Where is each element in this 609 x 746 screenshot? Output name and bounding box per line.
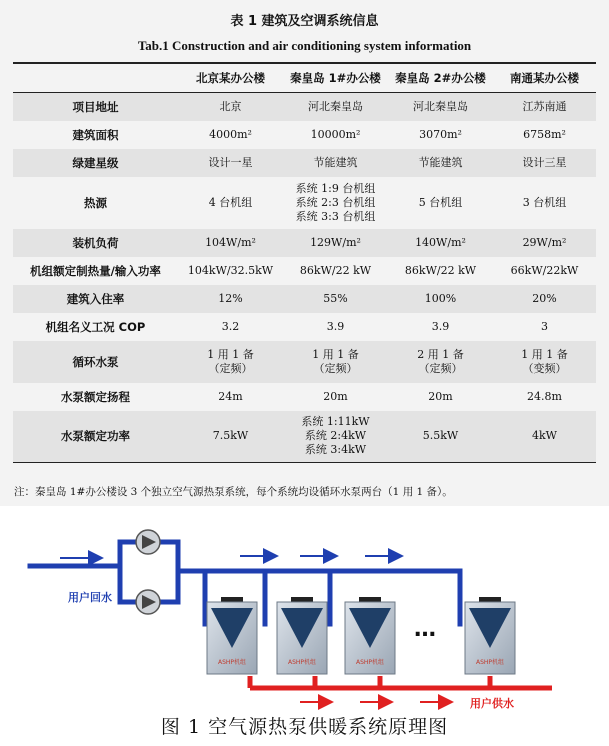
column-header: 南通某办公楼 (493, 63, 596, 93)
table-cell (178, 257, 283, 285)
row-label: 循环水泵 (72, 354, 119, 369)
return-label: 用户回水 (68, 591, 112, 604)
cell-text: 66kW/22kW (510, 263, 579, 277)
cell-text: 20% (532, 291, 557, 305)
cell-text: 系统 3:3 台机组 (295, 209, 376, 223)
cell-text: 55% (323, 291, 348, 305)
cell-text: 设计一星 (208, 155, 253, 169)
table-cell (283, 313, 388, 341)
cell-text: 6758m² (523, 127, 566, 141)
cell-text: 江苏南通 (522, 99, 567, 113)
row-label: 建筑入住率 (66, 291, 125, 306)
column-header (13, 63, 178, 93)
table-cell (178, 383, 283, 411)
cell-text: （定频） (313, 361, 358, 375)
unit-label: ASHP机组 (287, 659, 317, 666)
table-cell (388, 341, 493, 383)
cell-text: 系统 1:11kW (301, 415, 370, 429)
pump-icon (136, 590, 160, 614)
ashp-unit (465, 597, 515, 674)
row-label: 绿建星级 (72, 155, 119, 170)
table-cell (493, 121, 596, 149)
cell-text: 24m (218, 389, 243, 403)
table-cell (388, 93, 493, 121)
column-header: 秦皇岛 2#办公楼 (388, 63, 493, 93)
cell-text: 86kW/22 kW (299, 263, 372, 277)
cell-text: 104kW/32.5kW (187, 263, 274, 277)
table-cell (493, 411, 596, 463)
table-cell (283, 93, 388, 121)
table-cell (283, 383, 388, 411)
table-cell (388, 383, 493, 411)
table-row (13, 313, 596, 341)
table-cell (388, 149, 493, 177)
table-cell (283, 341, 388, 383)
row-label: 装机负荷 (72, 235, 119, 250)
table-cell (493, 177, 596, 229)
ashp-unit (277, 597, 327, 674)
cell-text: 河北秦皇岛 (413, 99, 468, 113)
cell-text: 系统 3:4kW (304, 443, 367, 457)
cell-text: 10000m² (310, 127, 361, 141)
table-row (13, 229, 596, 257)
table-row (13, 383, 596, 411)
cell-text: 河北秦皇岛 (308, 99, 363, 113)
cell-text: 29W/m² (522, 235, 567, 249)
table-cell (283, 177, 388, 229)
supply-label: 用户供水 (470, 697, 514, 710)
cell-text: 3070m² (419, 127, 462, 141)
cell-text: 104W/m² (205, 235, 256, 249)
row-label: 机组额定制热量/输入功率 (30, 263, 161, 278)
cell-text: 7.5kW (212, 429, 249, 443)
cell-text: 4000m² (209, 127, 252, 141)
table-cell (178, 229, 283, 257)
table-note: 注：秦皇岛 1#办公楼设 3 个独立空气源热泵系统，每个系统均设循环水泵两台（1 用 1 备）。 (14, 486, 453, 498)
table-title: 表 1 建筑及空调系统信息 (230, 14, 379, 29)
cell-text: 北京 (219, 99, 242, 113)
table-cell (388, 285, 493, 313)
table-row (13, 177, 596, 229)
cell-text: 5 台机组 (418, 195, 463, 209)
table-row (13, 257, 596, 285)
supply-pipe (250, 676, 552, 688)
cell-text: 1 用 1 备 (207, 347, 254, 361)
pump-icon (136, 530, 160, 554)
table-cell (493, 257, 596, 285)
table-header-row (13, 63, 596, 93)
table-cell (493, 149, 596, 177)
table-cell (283, 229, 388, 257)
row-label: 机组名义工况 COP (45, 319, 146, 334)
cell-text: 系统 1:9 台机组 (295, 181, 376, 195)
cell-text: 设计三星 (522, 155, 567, 169)
table-cell (283, 149, 388, 177)
cell-text: 24.8m (527, 389, 562, 403)
table-cell (388, 177, 493, 229)
table-cell (493, 341, 596, 383)
cell-text: 3 台机组 (522, 195, 567, 209)
cell-text: （定频） (418, 361, 463, 375)
ellipsis: … (414, 617, 436, 642)
table-cell (388, 121, 493, 149)
cell-text: 5.5kW (422, 429, 459, 443)
cell-text: 4kW (532, 429, 557, 443)
cell-text: 3.9 (326, 319, 345, 333)
row-label: 项目地址 (72, 99, 119, 114)
table-cell (493, 93, 596, 121)
table-cell (493, 229, 596, 257)
cell-text: 3.9 (431, 319, 450, 333)
table-cell (178, 121, 283, 149)
table-cell (283, 257, 388, 285)
table-cell (283, 285, 388, 313)
column-header: 北京某办公楼 (178, 63, 283, 93)
cell-text: 3 (541, 319, 548, 333)
table-row (13, 149, 596, 177)
cell-text: 12% (218, 291, 243, 305)
table-cell (388, 313, 493, 341)
cell-text: 1 用 1 备 (312, 347, 359, 361)
table-row (13, 285, 596, 313)
figure-caption: 图 1 空气源热泵供暖系统原理图 (160, 716, 449, 738)
table-subtitle: Tab.1 Construction and air conditioning system information (137, 38, 472, 53)
table-row (13, 411, 596, 463)
unit-label: ASHP机组 (217, 659, 247, 666)
cell-text: （变频） (522, 361, 567, 375)
row-label: 水泵额定功率 (13, 411, 178, 463)
table-cell (178, 177, 283, 229)
cell-text: 3.2 (221, 319, 240, 333)
info-table (13, 62, 596, 463)
ashp-unit (207, 597, 257, 674)
table-cell (493, 383, 596, 411)
table-cell (178, 285, 283, 313)
table-cell (388, 229, 493, 257)
cell-text: 节能建筑 (418, 155, 463, 169)
cell-text: 系统 2:4kW (304, 429, 367, 443)
cell-text: 系统 2:3 台机组 (295, 195, 376, 209)
table-row (13, 93, 596, 121)
cell-text: 20m (428, 389, 453, 403)
cell-text: 2 用 1 备 (417, 347, 464, 361)
column-header: 秦皇岛 1#办公楼 (283, 63, 388, 93)
cell-text: 100% (424, 291, 457, 305)
table-cell (283, 411, 388, 463)
cell-text: 129W/m² (310, 235, 361, 249)
table-cell (283, 121, 388, 149)
cell-text: 节能建筑 (313, 155, 358, 169)
cell-text: 140W/m² (415, 235, 466, 249)
cell-text: 86kW/22 kW (404, 263, 477, 277)
table-cell (388, 257, 493, 285)
unit-label: ASHP机组 (475, 659, 505, 666)
cell-text: （定频） (208, 361, 253, 375)
table-cell (178, 411, 283, 463)
diagram-svg (0, 516, 609, 742)
table-cell (388, 411, 493, 463)
cell-text: 1 用 1 备 (521, 347, 568, 361)
table-cell (178, 341, 283, 383)
unit-label: ASHP机组 (355, 659, 385, 666)
table-cell (178, 313, 283, 341)
row-label: 水泵额定扬程 (61, 389, 130, 404)
system-diagram (0, 516, 609, 742)
row-label: 热源 (84, 195, 107, 210)
ashp-unit (345, 597, 395, 674)
table-cell (178, 149, 283, 177)
table-row (13, 121, 596, 149)
table-row (13, 341, 596, 383)
table-cell (493, 313, 596, 341)
table-cell (178, 93, 283, 121)
table-cell (493, 285, 596, 313)
separator (0, 506, 609, 516)
cell-text: 20m (323, 389, 348, 403)
row-label: 建筑面积 (72, 127, 119, 142)
cell-text: 4 台机组 (208, 195, 253, 209)
